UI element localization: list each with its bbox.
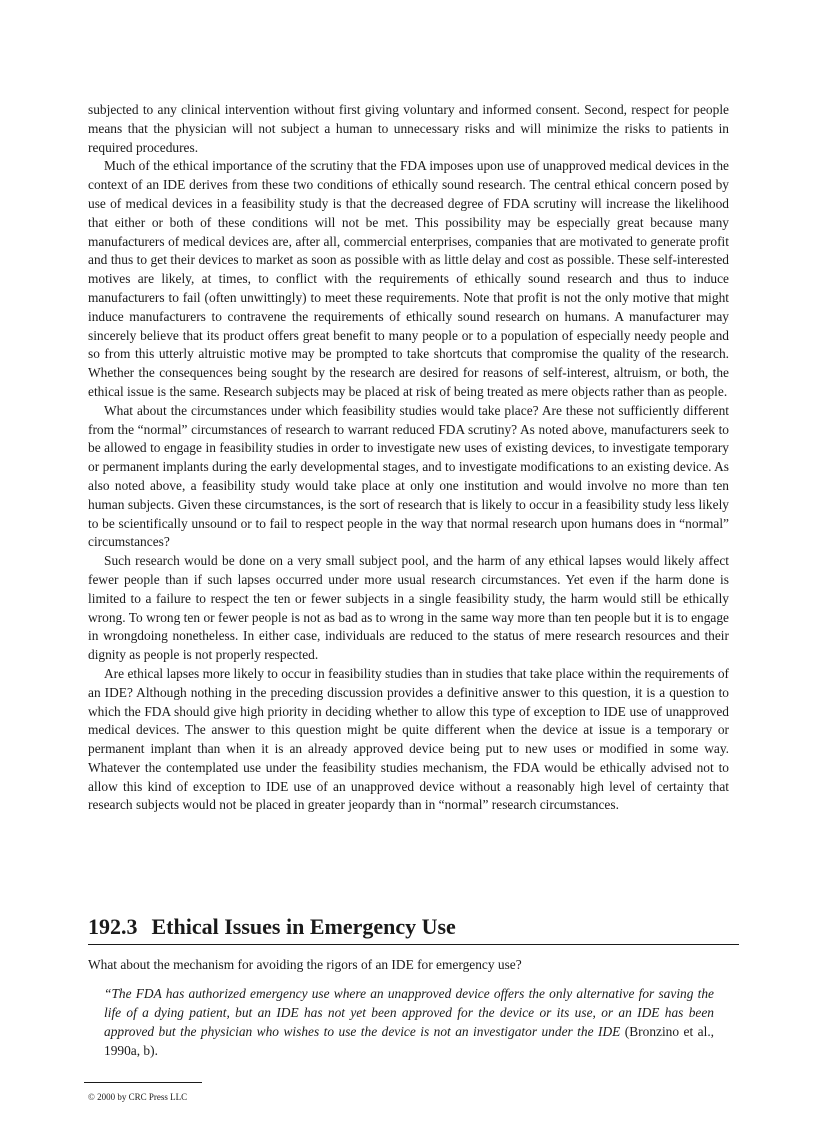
section-heading (88, 914, 739, 945)
paragraph: Such research would be done on a very small subject pool, and the harm of any ethical lapses would likely affect fewer people than if such lapses occurred under more usual research circumstances. Yet even if the harm done is limited to a failure to respect the ten or fewer subjects in a single feasibility study, the harm would still be ethically wrong. To wrong ten or fewer people is not as bad as to wrong in the same way more than ten people but it is to engage in wrongdoing nonetheless. In either case, individuals are reduced to the status of mere research resources and their dignity as people is not properly respected. (88, 553, 729, 663)
footnote-divider (84, 1082, 202, 1083)
body-text (88, 101, 729, 815)
block-quote (104, 984, 714, 1060)
section-number: 192.3 (88, 914, 138, 939)
quote-citation: (Bronzino et al., 1990a, b). (104, 1024, 715, 1058)
quote-text: “The FDA has authorized emergency use where an unapproved device offers the only alternative for saving the life of a dying patient, but an IDE has not yet been approved for the device or its use, or an IDE has been approved but the physician who wishes to use the device is not an investigator under the IDE (104, 986, 714, 1039)
paragraph: Are ethical lapses more likely to occur in feasibility studies than in studies that take place within the requirements of an IDE? Although nothing in the preceding discussion provides a definitive answer to this question, it is a question to which the FDA should give high priority in deciding whether to allow this type of exception to IDE use of unapproved medical devices. The answer to this question might be quite different when the device at issue is a temporary or permanent implant than when it is an already approved device being put to new uses or modified in some way. Whatever the contemplated use under the feasibility studies mechanism, the FDA would be ethically advised not to allow this kind of exception to IDE use of an unapproved device without a reasonably high level of certainty that research subjects would not be placed in greater jeopardy than in “normal” research circumstances. (88, 665, 729, 813)
paragraph: What about the circumstances under which feasibility studies would take place? Are these not sufficiently different from the “normal” circumstances of research to warrant reduced FDA scrutiny? As noted above, manufacturers seek to be allowed to engage in feasibility studies in order to investigate new uses of existing devices, to investigate temporary or permanent implants during the early developmental stages, and to investigate modifications to an existing device. As also noted above, a feasibility study would take place at only one institution and would involve no more than ten human subjects. Given these circumstances, is the sort of research that is likely to occur in a feasibility study less likely to be scientifically unsound or to fail to respect people in the way that normal research upon humans does in “normal” circumstances? (88, 402, 729, 550)
paragraph: subjected to any clinical intervention without first giving voluntary and informed consent. Second, respect for people means that the physician will not subject a human to unnecessary risks and will minimize the risks to patients in required procedures. (88, 102, 729, 155)
copyright-notice: © 2000 by CRC Press LLC (88, 1092, 188, 1102)
section-title: Ethical Issues in Emergency Use (151, 914, 456, 939)
section-intro: What about the mechanism for avoiding the rigors of an IDE for emergency use? (88, 957, 522, 972)
paragraph: Much of the ethical importance of the scrutiny that the FDA imposes upon use of unapproved medical devices in the context of an IDE derives from these two conditions of ethically sound research. The central ethical concern posed by use of medical devices in a feasibility study is that the decreased degree of FDA scrutiny will increase the likelihood that either or both of these conditions will not be met. This possibility may be especially great because many manufacturers of medical devices are, after all, commercial enterprises, companies that are motivated to generate profit and thus to get their devices to market as soon as possible with as little delay and cost as possible. These self-interested motives are likely, at times, to conflict with the requirements of ethically sound research and thus to induce manufacturers to fail (often unwittingly) to meet these requirements. Note that profit is not the only motive that might induce manufacturers to contravene the requirements of ethically sound research on humans. A manufacturer may sincerely believe that its product offers great benefit to many people or to a population of especially needy people and so from this utterly altruistic motive may be prompted to take shortcuts that compromise the quality of the research. Whether the consequences being sought by the research are desired for reasons of self-interest, altruism, or both, the ethical issue is the same. Research subjects may be placed at risk of being treated as mere objects rather than as people. (88, 158, 729, 399)
